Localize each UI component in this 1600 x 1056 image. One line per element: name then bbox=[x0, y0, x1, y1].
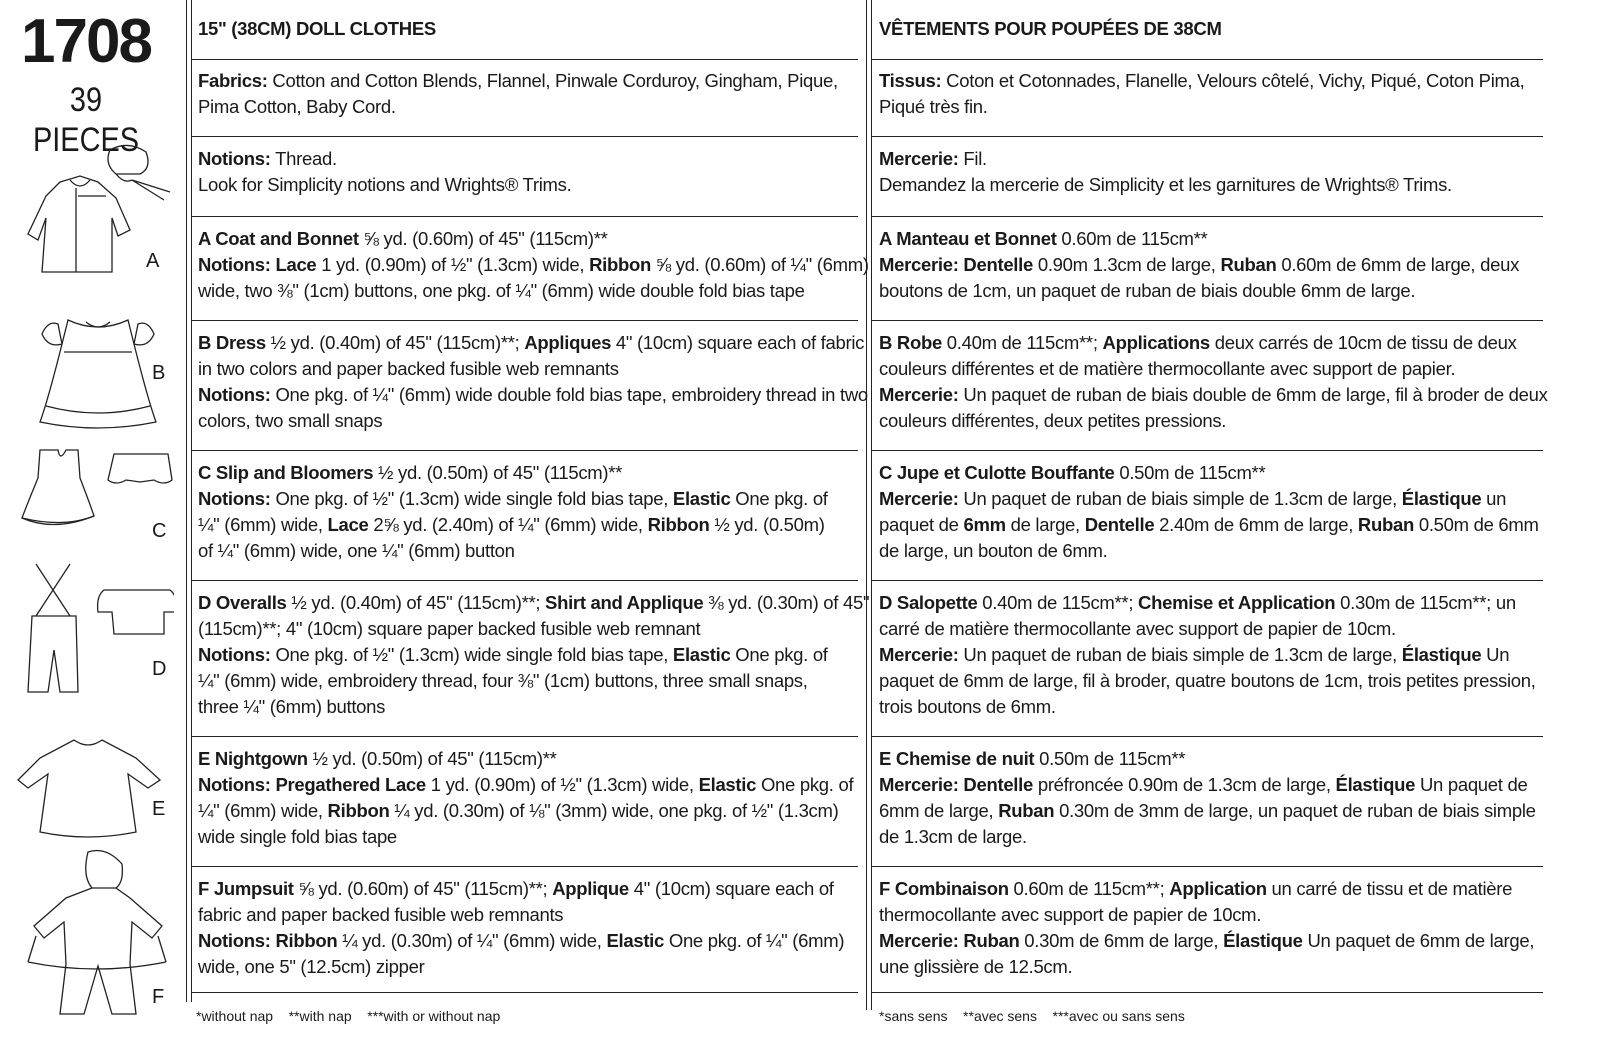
notions-label: Mercerie: Dentelle bbox=[879, 254, 1033, 275]
text: Un bbox=[1481, 644, 1510, 665]
text: in two colors and paper backed fusible web remnants bbox=[198, 358, 619, 379]
notions-text: Thread. bbox=[270, 148, 337, 169]
view-e-sketch bbox=[16, 724, 176, 844]
notions-text: Demandez la mercerie de Simplicity et les garnitures de Wrights® Trims. bbox=[879, 174, 1452, 195]
notions-label: Mercerie: bbox=[879, 644, 959, 665]
view-d-title: D Salopette bbox=[879, 592, 978, 613]
view-a-title: A Manteau et Bonnet bbox=[879, 228, 1057, 249]
fabrics-label: Fabrics: bbox=[198, 70, 268, 91]
french-view-d bbox=[879, 590, 1543, 720]
french-fabrics bbox=[879, 68, 1543, 120]
view-d-title: D Overalls bbox=[198, 592, 287, 613]
text: Application bbox=[1169, 878, 1267, 899]
text: Ribbon bbox=[327, 800, 390, 821]
fabrics-text: Cotton and Cotton Blends, Flannel, Pinwale Corduroy, Gingham, Pique, bbox=[267, 70, 838, 91]
text: une glissière de 12.5cm. bbox=[879, 956, 1073, 977]
text: ½ yd. (0.40m) of 45" (115cm)**; bbox=[265, 332, 525, 353]
text: ⅜ yd. (0.30m) of 45" bbox=[703, 592, 870, 613]
view-b-title: B Robe bbox=[879, 332, 942, 353]
notions-label: Notions: Lace bbox=[198, 254, 317, 275]
view-label-f: F bbox=[152, 986, 165, 1008]
text: 1 yd. (0.90m) of ½" (1.3cm) wide, bbox=[316, 254, 590, 275]
text: couleurs différentes, deux petites pressions. bbox=[879, 410, 1227, 431]
english-view-a bbox=[198, 226, 869, 304]
text: Ribbon bbox=[647, 514, 710, 535]
english-view-f bbox=[198, 876, 860, 980]
text: 4" (10cm) square each of fabric bbox=[611, 332, 865, 353]
view-f-title: F Combinaison bbox=[879, 878, 1009, 899]
left-divider bbox=[186, 0, 187, 1002]
text: de large, un bouton de 6mm. bbox=[879, 540, 1108, 561]
text: of ¼" (6mm) wide, one ¼" (6mm) button bbox=[198, 540, 515, 561]
text: 1 yd. (0.90m) of ½" (1.3cm) wide, bbox=[425, 774, 699, 795]
text: 6mm de large, bbox=[879, 800, 999, 821]
french-view-a bbox=[879, 226, 1543, 304]
text: 6mm bbox=[963, 514, 1006, 535]
text: Elastic bbox=[698, 774, 757, 795]
text: 0.30m de 6mm de large, bbox=[1019, 930, 1224, 951]
text: 4" (10cm) square each of bbox=[628, 878, 834, 899]
text: three ¼" (6mm) buttons bbox=[198, 696, 386, 717]
text: Élastique bbox=[1401, 644, 1482, 665]
view-b-sketch bbox=[28, 310, 168, 440]
center-divider-2 bbox=[871, 0, 872, 1010]
text: 2⅝ yd. (2.40m) of ¼" (6mm) wide, bbox=[368, 514, 648, 535]
text: One pkg. of ¼" (6mm) bbox=[664, 930, 845, 951]
view-label-e: E bbox=[152, 798, 166, 820]
text: ⅝ yd. (0.60m) of 45" (115cm)**; bbox=[293, 878, 553, 899]
text: ½ yd. (0.50m) of 45" (115cm)** bbox=[307, 748, 557, 769]
text: One pkg. of ½" (1.3cm) wide single fold bias tape, bbox=[270, 644, 673, 665]
english-fabrics bbox=[198, 68, 860, 120]
text: ½ yd. (0.40m) of 45" (115cm)**; bbox=[286, 592, 546, 613]
view-a-sketch bbox=[20, 140, 190, 290]
text: ¼" (6mm) wide, bbox=[198, 800, 328, 821]
text: deux carrés de 10cm de tissu de deux bbox=[1209, 332, 1517, 353]
view-d-sketch bbox=[14, 560, 174, 700]
view-c-title: C Slip and Bloomers bbox=[198, 462, 374, 483]
text: Applique bbox=[552, 878, 629, 899]
text: 0.30m de 115cm**; un bbox=[1335, 592, 1516, 613]
text: carré de matière thermocollante avec support de papier de 10cm. bbox=[879, 618, 1396, 639]
text: ¼" (6mm) wide, bbox=[198, 514, 328, 535]
text: ¼" (6mm) wide, embroidery thread, four ⅜" (1cm) buttons, three small snaps, bbox=[198, 670, 808, 691]
text: 0.40m de 115cm**; bbox=[977, 592, 1139, 613]
english-column bbox=[198, 0, 870, 1056]
text: 0.60m de 6mm de large, deux bbox=[1276, 254, 1520, 275]
english-view-e bbox=[198, 746, 860, 850]
view-label-a: A bbox=[146, 250, 160, 272]
text: Élastique bbox=[1335, 774, 1416, 795]
text: de large, bbox=[1005, 514, 1085, 535]
view-e-title: E Chemise de nuit bbox=[879, 748, 1035, 769]
text: de 1.3cm de large. bbox=[879, 826, 1027, 847]
notions-text: Fil. bbox=[958, 148, 987, 169]
text: paquet de 6mm de large, fil à broder, quatre boutons de 1cm, trois petites pression, bbox=[879, 670, 1536, 691]
text: Élastique bbox=[1223, 930, 1303, 951]
text: Lace bbox=[327, 514, 369, 535]
text: 0.60m de 115cm**; bbox=[1008, 878, 1170, 899]
text: Elastic bbox=[606, 930, 665, 951]
text: un bbox=[1481, 488, 1507, 509]
text: Applications bbox=[1102, 332, 1210, 353]
text: One pkg. of ½" (1.3cm) wide single fold bias tape, bbox=[270, 488, 673, 509]
text: 0.50m de 115cm** bbox=[1114, 462, 1266, 483]
view-label-c: C bbox=[152, 520, 167, 542]
notions-label: Notions: Pregathered Lace bbox=[198, 774, 426, 795]
text: paquet de bbox=[879, 514, 964, 535]
text: wide single fold bias tape bbox=[198, 826, 397, 847]
center-divider bbox=[866, 0, 867, 1010]
text: Élastique bbox=[1401, 488, 1482, 509]
text: 0.60m de 115cm** bbox=[1056, 228, 1208, 249]
view-label-b: B bbox=[152, 362, 166, 384]
fabrics-label: Tissus: bbox=[879, 70, 942, 91]
text: Chemise et Application bbox=[1138, 592, 1336, 613]
text: colors, two small snaps bbox=[198, 410, 383, 431]
view-a-title: A Coat and Bonnet bbox=[198, 228, 359, 249]
text: Elastic bbox=[672, 644, 731, 665]
notions-label: Notions: Ribbon bbox=[198, 930, 338, 951]
french-title: VÊTEMENTS POUR POUPÉES DE 38CM bbox=[879, 18, 1222, 39]
notions-label: Notions: bbox=[198, 488, 271, 509]
text: ½ yd. (0.50m) bbox=[709, 514, 825, 535]
text: 0.30m de 3mm de large, un paquet de ruban de biais simple bbox=[1054, 800, 1536, 821]
text: ⅝ yd. (0.60m) of 45" (115cm)** bbox=[358, 228, 608, 249]
pieces-count: 39 PIECES bbox=[32, 81, 140, 159]
french-view-c bbox=[879, 460, 1543, 564]
english-notions bbox=[198, 146, 860, 198]
french-view-f bbox=[879, 876, 1543, 980]
view-f-title: F Jumpsuit bbox=[198, 878, 294, 899]
notions-label: Notions: bbox=[198, 644, 271, 665]
english-title: 15" (38CM) DOLL CLOTHES bbox=[198, 18, 436, 39]
text: boutons de 1cm, un paquet de ruban de biais double 6mm de large. bbox=[879, 280, 1416, 301]
notions-label: Mercerie: Ruban bbox=[879, 930, 1020, 951]
text: Ruban bbox=[998, 800, 1055, 821]
text: 0.50m de 6mm bbox=[1413, 514, 1539, 535]
french-view-b bbox=[879, 330, 1548, 434]
text: fabric and paper backed fusible web remnants bbox=[198, 904, 564, 925]
english-footnote: *without nap **with nap ***with or without nap bbox=[196, 1008, 501, 1024]
text: One pkg. of bbox=[730, 488, 828, 509]
french-notions bbox=[879, 146, 1543, 198]
view-label-d: D bbox=[152, 658, 167, 680]
text: Un paquet de bbox=[1415, 774, 1528, 795]
left-divider-2 bbox=[191, 0, 192, 1002]
text: thermocollante avec support de papier de 10cm. bbox=[879, 904, 1262, 925]
text: un carré de tissu et de matière bbox=[1266, 878, 1513, 899]
text: One pkg. of bbox=[756, 774, 854, 795]
text: One pkg. of ¼" (6mm) wide double fold bias tape, embroidery thread in two bbox=[270, 384, 868, 405]
french-footnote: *sans sens **avec sens ***avec ou sans sens bbox=[879, 1008, 1185, 1024]
text: ¼ yd. (0.30m) of ¼" (6mm) wide, bbox=[337, 930, 607, 951]
text: ⅝ yd. (0.60m) of ¼" (6mm) bbox=[650, 254, 869, 275]
notions-label: Mercerie: bbox=[879, 148, 959, 169]
text: Un paquet de ruban de biais simple de 1.3cm de large, bbox=[958, 488, 1402, 509]
text: préfroncée 0.90m de 1.3cm de large, bbox=[1032, 774, 1336, 795]
fabrics-text: Piqué très fin. bbox=[879, 96, 988, 117]
pattern-number: 1708 bbox=[21, 7, 151, 76]
text: 2.40m de 6mm de large, bbox=[1154, 514, 1358, 535]
notions-label: Mercerie: bbox=[879, 488, 959, 509]
text: 0.40m de 115cm**; bbox=[941, 332, 1103, 353]
text: Un paquet de ruban de biais simple de 1.3cm de large, bbox=[958, 644, 1402, 665]
text: trois boutons de 6mm. bbox=[879, 696, 1056, 717]
view-c-title: C Jupe et Culotte Bouffante bbox=[879, 462, 1115, 483]
view-e-title: E Nightgown bbox=[198, 748, 308, 769]
notions-label: Notions: bbox=[198, 384, 271, 405]
text: Un paquet de 6mm de large, bbox=[1302, 930, 1535, 951]
view-c-sketch bbox=[14, 442, 174, 532]
text: Ruban bbox=[1357, 514, 1414, 535]
notions-text: Look for Simplicity notions and Wrights® Trims. bbox=[198, 174, 572, 195]
text: Ruban bbox=[1220, 254, 1277, 275]
notions-label: Notions: bbox=[198, 148, 271, 169]
text: Shirt and Applique bbox=[545, 592, 704, 613]
text: Ribbon bbox=[589, 254, 651, 275]
fabrics-text: Coton et Cotonnades, Flanelle, Velours côtelé, Vichy, Piqué, Coton Pima, bbox=[941, 70, 1525, 91]
text: ½ yd. (0.50m) of 45" (115cm)** bbox=[373, 462, 623, 483]
text: couleurs différentes et de matière thermocollante avec support de papier. bbox=[879, 358, 1456, 379]
english-view-b bbox=[198, 330, 868, 434]
text: wide, two ⅜" (1cm) buttons, one pkg. of ¼" (6mm) wide double fold bias tape bbox=[198, 280, 805, 301]
text: Un paquet de ruban de biais double de 6mm de large, fil à broder de deux bbox=[958, 384, 1548, 405]
fabrics-text: Pima Cotton, Baby Cord. bbox=[198, 96, 396, 117]
french-view-e bbox=[879, 746, 1543, 850]
text: One pkg. of bbox=[730, 644, 828, 665]
text: 0.50m de 115cm** bbox=[1034, 748, 1186, 769]
text: Appliques bbox=[524, 332, 612, 353]
notions-label: Mercerie: bbox=[879, 384, 959, 405]
text: Dentelle bbox=[1084, 514, 1155, 535]
text: Elastic bbox=[672, 488, 731, 509]
view-b-title: B Dress bbox=[198, 332, 266, 353]
english-view-d bbox=[198, 590, 870, 720]
text: (115cm)**; 4" (10cm) square paper backed fusible web remnant bbox=[198, 618, 701, 639]
english-view-c bbox=[198, 460, 860, 564]
text: wide, one 5" (12.5cm) zipper bbox=[198, 956, 425, 977]
text: 0.90m 1.3cm de large, bbox=[1032, 254, 1221, 275]
text: ¼ yd. (0.30m) of ⅛" (3mm) wide, one pkg. of ½" (1.3cm) bbox=[389, 800, 839, 821]
notions-label: Mercerie: Dentelle bbox=[879, 774, 1033, 795]
french-column bbox=[879, 0, 1548, 1056]
